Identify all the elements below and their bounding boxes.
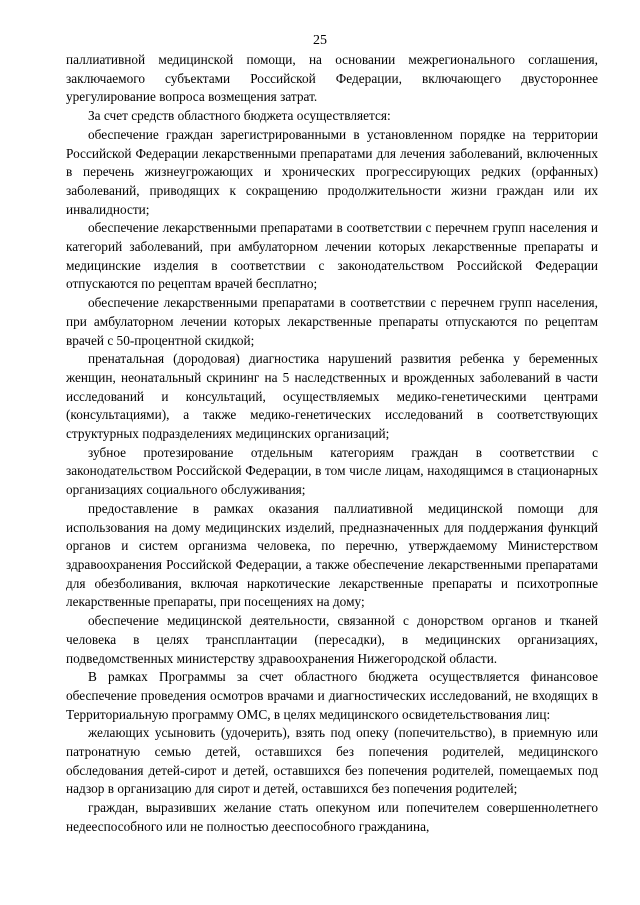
paragraph-prenatal-diagnostics: пренатальная (дородовая) диагностика нарушений развития ребенка у беременных женщин, неонатальный скрининг на 5 наследственных и врожденных заболеваний в части исследований и консультаций, осуществляемых медико-генетическими центрами (консультациями), а также медико-генетических исследований в соответствующих структурных подразделениях медицинских организаций; xyxy=(66,351,598,442)
paragraph-free-prescriptions: обеспечение лекарственными препаратами в соответствии с перечнем групп населения и категорий заболеваний, при амбулаторном лечении которых лекарственные препараты и медицинские изделия в соответствии с законодательством Российской Федерации отпускаются по рецептам врачей бесплатно; xyxy=(66,220,598,292)
paragraph-orphan-diseases: обеспечение граждан зарегистрированными в установленном порядке на территории Российской Федерации лекарственными препаратами для лечения заболеваний, включенных в перечень жизнеугрожающих и хронических прогрессирующих редких (орфанных) заболеваний, приводящих к сокращению продолжительности жизни граждан или их инвалидности; xyxy=(66,126,598,217)
page-number: 25 xyxy=(313,33,327,48)
paragraph-adoption-candidates: желающих усыновить (удочерить), взять под опеку (попечительство), в приемную или патронатную семью детей, оставшихся без попечения родителей, медицинского обследования детей-сирот и детей, оставшихся без попечения родителей, помещаемых под надзор в организацию для сирот и детей, оставшихся без попечения родителей; xyxy=(66,725,598,797)
paragraph-organ-donation: обеспечение медицинской деятельности, связанной с донорством органов и тканей человека в целях трансплантации (пересадки), в медицинских организациях, подведомственных министерству здравоохранения Нижегородской области. xyxy=(66,613,598,666)
paragraph-continuation: паллиативной медицинской помощи, на основании межрегионального соглашения, заключаемого субъектами Российской Федерации, включающего двустороннее урегулирование вопроса возмещения затрат. xyxy=(66,52,598,105)
paragraph-medical-examination-financing: В рамках Программы за счет областного бюджета осуществляется финансовое обеспечение проведения осмотров врачами и диагностических исследований, не входящих в Территориальную программу ОМС, в целях медицинского освидетельствования лиц: xyxy=(66,669,598,722)
paragraph-regional-budget-intro: За счет средств областного бюджета осуществляется: xyxy=(88,108,391,124)
paragraph-dental-prosthetics: зубное протезирование отдельным категориям граждан в соответствии с законодательством Российской Федерации, в том числе лицам, находящимся в стационарных организациях социального обслуживания; xyxy=(66,444,598,498)
paragraph-discount-prescriptions: обеспечение лекарственными препаратами в соответствии с перечнем групп населения, при амбулаторном лечении которых лекарственные препараты отпускаются по рецептам врачей с 50-процентной скидкой; xyxy=(66,295,598,348)
paragraph-palliative-home-care: предоставление в рамках оказания паллиативной медицинской помощи для использования на дому медицинских изделий, предназначенных для поддержания функций органов и систем организма человека, по перечню, утверждаемому Министерством здравоохранения Российской Федерации, а также обеспечение лекарственными препаратами для обезболивания, включая наркотические лекарственные препараты и психотропные лекарственные препараты, при посещениях на дому; xyxy=(66,500,598,610)
paragraph-guardianship-candidates: граждан, выразивших желание стать опекуном или попечителем совершеннолетнего недееспособного или не полностью дееспособного гражданина, xyxy=(66,800,598,834)
document-body xyxy=(66,51,598,837)
